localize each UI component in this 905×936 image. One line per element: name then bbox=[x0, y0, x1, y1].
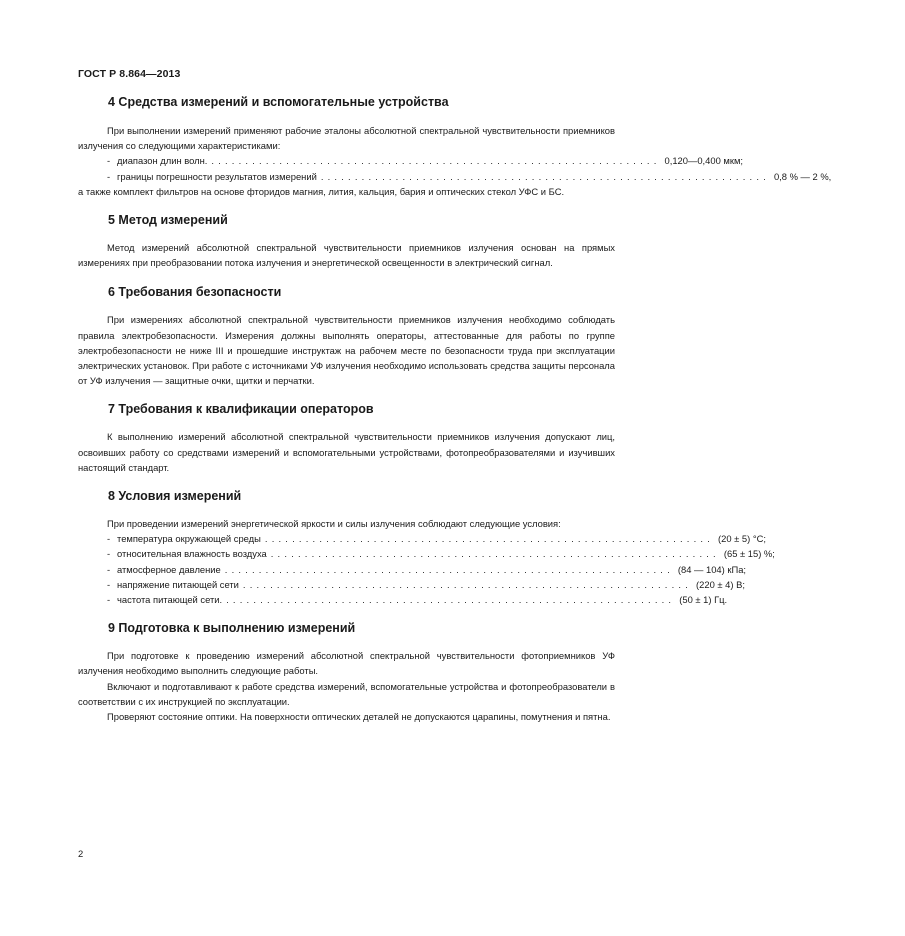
section-title: 4 Средства измерений и вспомогательные устройства bbox=[108, 95, 449, 109]
section-6 bbox=[78, 283, 615, 388]
section-title: 7 Требования к квалификации операторов bbox=[108, 402, 374, 417]
conditions-list bbox=[78, 531, 775, 607]
section-8 bbox=[78, 487, 775, 607]
section-4 bbox=[78, 93, 832, 199]
section-title: 9 Подготовка к выполнению измерений bbox=[108, 621, 356, 636]
list-item: - диапазон длин волн. .................................................................. 0,120—0,400 мкм; bbox=[107, 155, 743, 167]
document-body bbox=[78, 93, 832, 724]
paragraph: Включают и подготавливают к работе средства измерений, вспомогательные устройства и фотопреобразователи в соответствии с их инструкцией по эксплуатации. bbox=[78, 680, 615, 707]
section-title: 5 Метод измерений bbox=[108, 213, 228, 228]
paragraph: При выполнении измерений применяют рабочие эталоны абсолютной спектральной чувствительности приемников излучения со следующими характеристиками: bbox=[78, 125, 615, 152]
list-item: - напряжение питающей сети .................................................................. (220 ± 4) В; bbox=[107, 578, 745, 590]
paragraph: При подготовке к проведению измерений абсолютной спектральной чувствительности фотоприемников УФ излучения необходимо выполнить следующие работы. bbox=[78, 650, 615, 677]
list-item: - границы погрешности результатов измерений .................................................................. 0,8 % — 2 %, bbox=[107, 170, 832, 182]
section-9 bbox=[78, 619, 615, 724]
section-title: 8 Условия измерений bbox=[108, 489, 242, 504]
page-number: 2 bbox=[78, 848, 84, 859]
paragraph: а также комплект фильтров на основе фторидов магния, лития, кальция, бария и оптических стекол УФС и БС. bbox=[78, 185, 565, 197]
paragraph: При измерениях абсолютной спектральной чувствительности приемников излучения необходимо соблюдать правила электробезопасности. Измерения должны выполнять операторы, аттестованные для работы по группе электробезопасности не ниже III и прошедшие инструктаж на рабочем месте по безопасности труда при эксплуатации электрических установок. При работе с источниками УФ излучения необходимо использовать средства защиты персонала от УФ излучения — защитные очки, щитки и перчатки. bbox=[78, 314, 615, 387]
paragraph: Проверяют состояние оптики. На поверхности оптических деталей не допускаются царапины, помутнения и пятна. bbox=[107, 711, 611, 723]
list-item: - температура окружающей среды .................................................................. (20 ± 5) °С; bbox=[107, 533, 766, 545]
characteristics-list bbox=[78, 153, 832, 183]
section-7 bbox=[78, 400, 615, 475]
section-5 bbox=[78, 211, 615, 270]
list-item: - частота питающей сети. .................................................................. (50 ± 1) Гц. bbox=[107, 594, 728, 606]
paragraph: При проведении измерений энергетической яркости и силы излучения соблюдают следующие условия: bbox=[107, 518, 561, 530]
document-header: ГОСТ Р 8.864—2013 bbox=[78, 68, 181, 80]
list-item: - относительная влажность воздуха .................................................................. (65 ± 15) %; bbox=[107, 548, 775, 560]
section-title: 6 Требования безопасности bbox=[108, 285, 282, 300]
list-item: - атмосферное давление .................................................................. (84 — 104) кПа; bbox=[107, 563, 747, 575]
paragraph: Метод измерений абсолютной спектральной чувствительности приемников излучения основан на прямых измерениях при преобразовании потока излучения и энергетической освещенности в электрический сигнал. bbox=[78, 242, 615, 269]
paragraph: К выполнению измерений абсолютной спектральной чувствительности приемников излучения допускают лиц, освоивших работу со средствами измерений и вспомогательными устройствами, фотопреобразователями и изучивших настоящий стандарт. bbox=[78, 431, 615, 473]
